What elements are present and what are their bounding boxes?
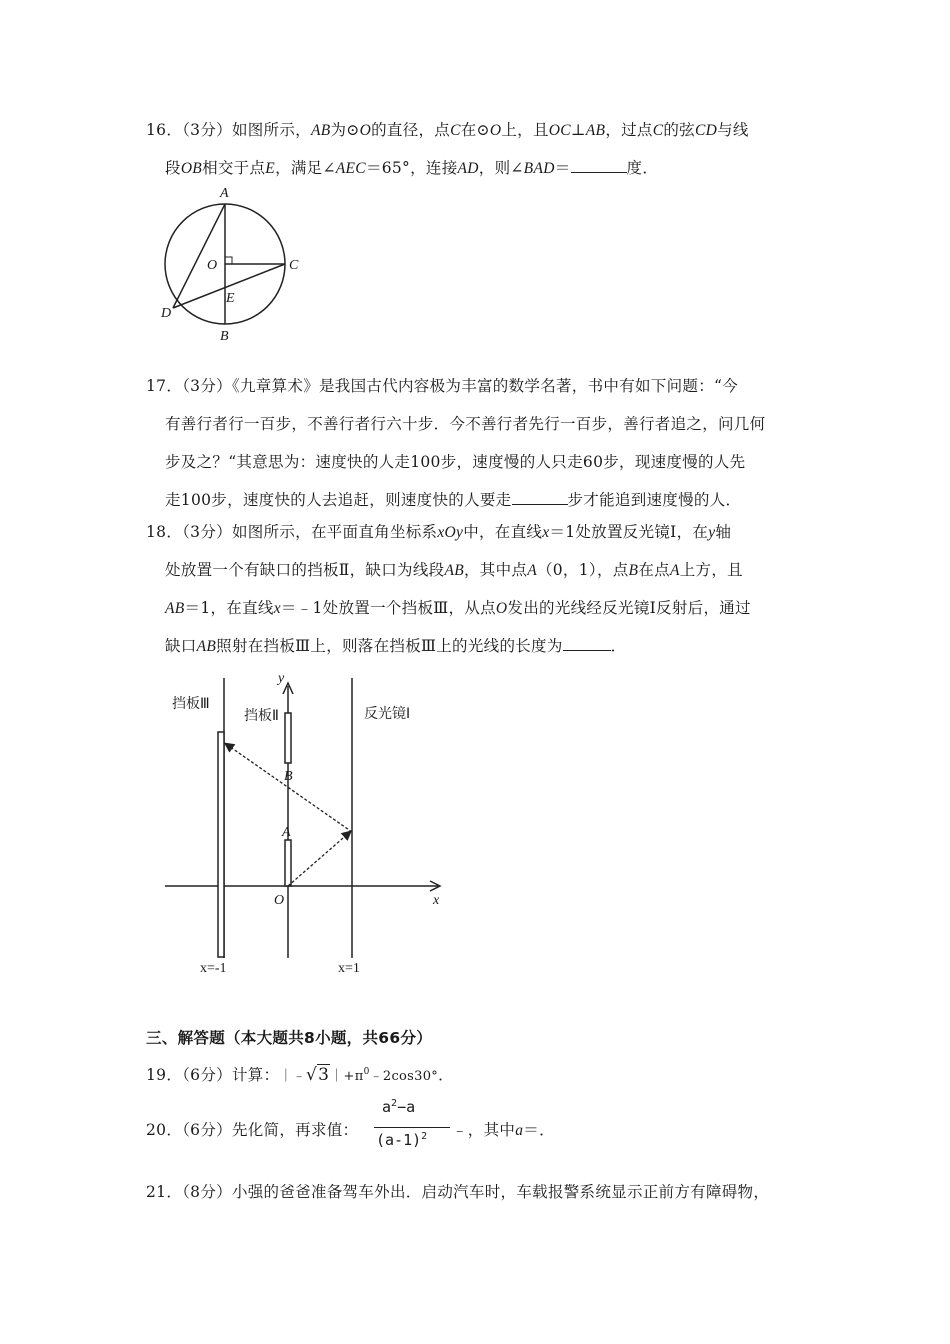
q16-line2: 段OB相交于点E，满足∠AEC＝65°，连接AD，则∠BAD＝ 度． — [165, 159, 659, 177]
q17-line4: 走100步，速度快的人去追赶，则速度快的人要走 步才能追到速度慢的人． — [165, 491, 742, 509]
q18-line2: 处放置一个有缺口的挡板Ⅱ，缺口为线段AB，其中点A（0，1），点B在点A上方，且 — [165, 561, 743, 579]
label-point-b: B — [284, 769, 293, 784]
label-x: x — [433, 893, 440, 908]
answer-blank-18[interactable] — [563, 636, 611, 651]
label-point-a: A — [282, 825, 291, 840]
answer-blank-17[interactable] — [512, 490, 568, 505]
segment-ad — [173, 204, 225, 308]
label-o: O — [207, 258, 218, 273]
right-angle-mark — [225, 257, 232, 264]
q17-line2: 有善行者行一百步，不善行者行六十步．今不善行者先行一百步，善行者追之，问几何 — [165, 415, 766, 433]
label-y: y — [278, 671, 285, 686]
q18-line4: 缺口AB照射在挡板Ⅲ上，则落在挡板Ⅲ上的光线的长度为 ． — [165, 637, 627, 655]
q18-line1: 18．（3分）如图所示，在平面直角坐标系xOy中，在直线x＝1处放置反光镜Ⅰ，在y轴 — [146, 523, 732, 541]
label-b: B — [220, 329, 229, 344]
q17-line1: 17．（3分）《九章算术》是我国古代内容极为丰富的数学名著，书中有如下问题：“今 — [146, 377, 739, 395]
label-origin: O — [274, 893, 285, 908]
label-mirror-i: 反光镜I — [364, 706, 411, 722]
q20-line: 20．（6分）先化简，再求值： — [146, 1121, 359, 1139]
board-ii-lower — [285, 840, 291, 886]
q18-coordinate-figure — [160, 668, 460, 980]
board-ii-upper — [285, 713, 291, 763]
label-c: C — [289, 258, 299, 273]
board-iii — [218, 732, 224, 957]
q21-line: 21．（8分）小强的爸爸准备驾车外出．启动汽车时，车载报警系统显示正前方有障碍物， — [146, 1183, 770, 1201]
q16-circle-figure — [150, 180, 320, 345]
label-e: E — [226, 291, 235, 306]
label-board-iii: 挡板Ⅲ — [172, 696, 210, 712]
label-x-minus-1: x=-1 — [200, 961, 227, 976]
q17-line3: 步及之？“其意思为：速度快的人走100步，速度慢的人只走60步，现速度慢的人先 — [165, 453, 746, 471]
section-3-heading: 三、解答题（本大题共8小题，共66分） — [146, 1029, 433, 1047]
q18-line3: AB＝1，在直线x＝﹣1处放置一个挡板Ⅲ，从点O发出的光线经反光镜Ⅰ反射后，通过 — [165, 599, 751, 617]
label-a: A — [220, 186, 229, 201]
q20-fraction-numerator: $a^2-a$ — [382, 1098, 416, 1116]
q20-fraction-denominator: $(a-1)^2$ — [376, 1131, 428, 1149]
label-d: D — [161, 306, 172, 321]
q20-line-tail: ﹣，其中a＝． — [452, 1121, 555, 1139]
sqrt-symbol: √ — [305, 1065, 318, 1086]
answer-blank-16[interactable] — [571, 158, 627, 173]
label-x-1: x=1 — [338, 961, 360, 976]
q19-line: 19．（6分）计算：$|﹣√3|+\pi^0﹣2\cos 30^\circ$． — [146, 1065, 454, 1086]
q16-line1: 16．（3分）如图所示，AB为⊙O的直径，点C在⊙O上，且OC⊥AB，过点C的弦CD与线 — [146, 121, 749, 139]
ray-incident — [288, 832, 350, 886]
label-board-ii: 挡板Ⅱ — [244, 708, 279, 724]
q20-fraction-bar — [374, 1127, 450, 1128]
